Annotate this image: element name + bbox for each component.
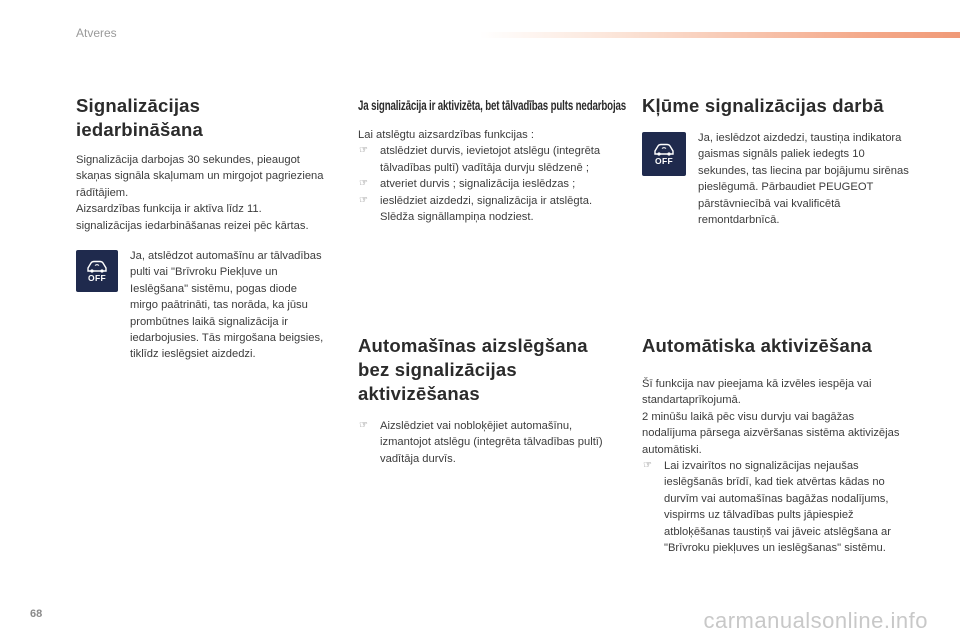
section-automatic-activation	[642, 334, 908, 556]
list-item: ☞ Lai izvairītos no signalizācijas nejaušas ieslēgšanās brīdī, kad tiek atvērtas kādas no durvīm vai automašīnas bagāžas nodalījums, vispirms uz tālvadības pults jāpiespiež atbloķēšanas taustiņš vai jāveic atslēgšana ar "Brīvroku piekļuves un ieslēgšanas" sistēmu.	[643, 460, 891, 555]
paragraph: 2 minūšu laikā pēc visu durvju vai bagāžas nodalījuma pārsega aizvēršanas sistēma aktivizējas automātiski.	[642, 410, 900, 456]
header-gradient-bar	[480, 32, 960, 38]
pointing-hand-icon: ☞	[359, 178, 368, 190]
heading-automatic-activation: Automātiska aktivizēšana	[642, 335, 872, 356]
heading-lock-without-alarm: Automašīnas aizslēgšana bez signalizācijas aktivizēšanas	[358, 335, 588, 404]
heading-remote-not-working: Ja signalizācija ir aktivizēta, bet tālvadības pults nedarbojas	[358, 98, 627, 113]
list-item: ☞ ieslēdziet aizdedzi, signalizācija ir atslēgta. Slēdža signāllampiņa nodziest.	[359, 194, 593, 224]
list-item: ☞ Aizslēdziet vai nobloķējiet automašīnu, izmantojot atslēgu (integrēta tālvadības pultī) vadītāja durvīs.	[359, 420, 603, 465]
list-item: ☞ atveriet durvis ; signalizācija ieslēdzas ;	[358, 176, 620, 192]
intro-text: Lai atslēgtu aizsardzības funkcijas :	[358, 129, 534, 141]
note-text: Ja, atslēdzot automašīnu ar tālvadības pulti vai "Brīvroku Piekļuve un Ieslēgšana" sistēmu, pogas diode mirgo paātrināti, tas norāda, ka jūsu prombūtnes laikā signalizācija ir iedarbojusies. Tās mirgošana beigsies, tiklīdz ieslēgsiet aizdedzi.	[130, 250, 324, 361]
steps-list	[358, 418, 624, 467]
heading-alarm-fault: Kļūme signalizācijas darbā	[642, 95, 884, 116]
column-alarm-triggering	[76, 94, 326, 363]
paragraph: Signalizācija darbojas 30 sekundes, pieaugot skaņas signāla skaļumam un mirgojot pagrieziena rādītājiem.	[76, 154, 324, 199]
pointing-hand-icon: ☞	[359, 194, 368, 206]
alarm-off-icon	[76, 250, 118, 292]
pointing-hand-icon: ☞	[643, 460, 652, 472]
page-number: 68	[30, 608, 43, 620]
off-label: OFF	[655, 156, 673, 166]
column-alarm-fault	[642, 94, 912, 228]
alarm-fault-note	[642, 130, 912, 228]
steps-list	[358, 143, 620, 225]
section-lock-without-alarm	[358, 334, 624, 467]
note-text: Ja, ieslēdzot aizdedzi, taustiņa indikatora gaismas signāls paliek iedegts 10 sekundes, tas liecina par bojājumu sirēnas pieslēgumā. Pārbaudiet PEUGEOT pārstāvniecībā vai kvalificētā remontdarbnīcā.	[698, 132, 909, 227]
pointing-hand-icon: ☞	[359, 420, 368, 431]
off-label: OFF	[88, 273, 106, 284]
heading-alarm-triggering: Signalizācijas iedarbināšana	[76, 95, 204, 140]
alarm-off-note	[76, 248, 326, 363]
watermark: carmanualsonline.info	[703, 608, 928, 633]
paragraph: Aizsardzības funkcija ir aktīva līdz 11. signalizācijas iedarbināšanas reizei pēc kārtas.	[76, 203, 309, 232]
list-item: ☞ atslēdziet durvis, ievietojot atslēgu (integrēta tālvadības pultī) vadītāja durvju slēdzenē ;	[359, 145, 601, 174]
paragraph: Šī funkcija nav pieejama kā izvēles iespēja vai standartaprīkojumā.	[642, 378, 872, 407]
section-title: Atveres	[76, 26, 117, 40]
column-remote-not-working	[358, 94, 627, 225]
alarm-off-icon	[642, 132, 686, 176]
steps-list	[642, 458, 908, 556]
pointing-hand-icon: ☞	[359, 145, 368, 157]
